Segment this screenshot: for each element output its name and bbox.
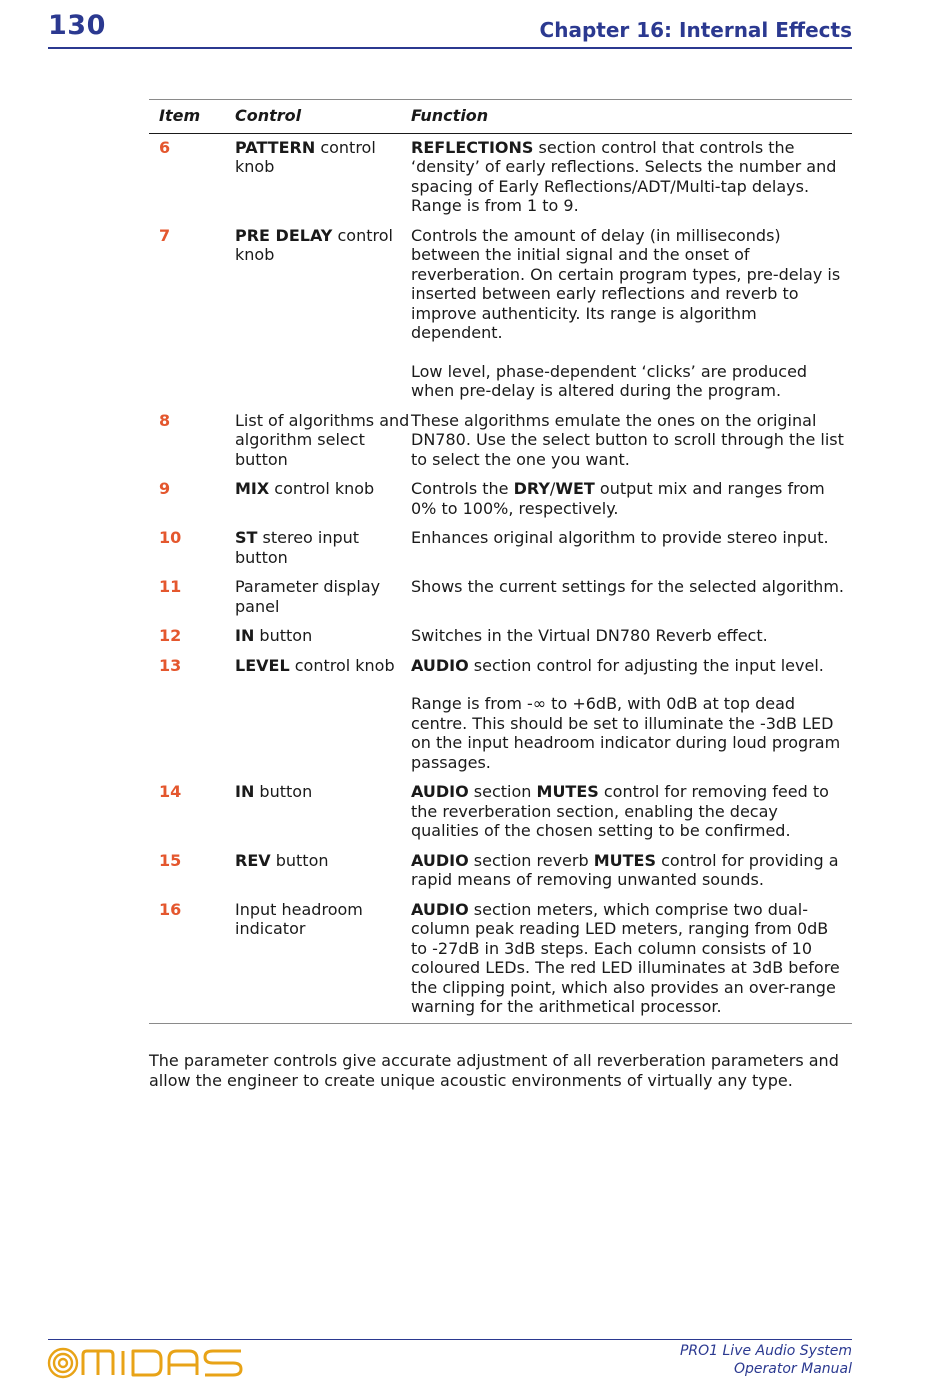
function-text: Switches in the Virtual DN780 Reverb effect.: [411, 626, 768, 645]
table-header-row: [149, 100, 852, 134]
function-text: section control that controls the ‘density’ of early reflections. Selects the number and spacing of Early Reflections/ADT/Multi-tap delays. Range is from 1 to 9.: [411, 137, 837, 215]
control-name: [235, 133, 411, 221]
control-name: [235, 846, 411, 895]
control-name-text: control knob: [235, 225, 393, 264]
function-text: Enhances original algorithm to provide stereo input.: [411, 528, 829, 547]
table-row: [149, 777, 852, 846]
column-header-item: Item: [149, 100, 235, 134]
function-description: [411, 651, 852, 778]
column-header-function: Function: [411, 100, 852, 134]
function-text: section control for adjusting the input level.: [468, 655, 824, 675]
function-paragraph: [411, 577, 848, 597]
control-name-bold: PRE DELAY: [235, 225, 333, 245]
function-text: section: [468, 782, 537, 801]
function-text: /: [549, 479, 556, 498]
control-name: [235, 474, 411, 523]
control-name: [235, 777, 411, 846]
function-keyword: REFLECTIONS: [411, 137, 534, 157]
table-row: [149, 133, 852, 221]
summary-paragraph: The parameter controls give accurate adjustment of all reverberation parameters and allow the engineer to create unique acoustic environments of virtually any type.: [149, 1051, 839, 1090]
control-name-text: stereo input button: [235, 528, 360, 567]
function-text: control for providing a rapid means of removing unwanted sounds.: [411, 850, 839, 889]
footer-divider: [48, 1339, 852, 1340]
column-header-control: Control: [235, 100, 411, 134]
chapter-title: Chapter 16: Internal Effects: [539, 18, 852, 42]
table-row: [149, 572, 852, 621]
control-name-text: control knob: [235, 137, 376, 176]
control-name-bold: IN: [235, 626, 255, 645]
function-keyword: AUDIO: [411, 782, 469, 801]
controls-table: [149, 99, 852, 1024]
item-number: 11: [159, 577, 182, 596]
control-name-bold: MIX: [235, 479, 270, 498]
function-paragraph: [411, 226, 848, 343]
control-name-bold: PATTERN: [235, 137, 316, 157]
item-number: 13: [159, 655, 182, 675]
table-row: [149, 895, 852, 1024]
item-number: 6: [159, 137, 171, 157]
function-text: section meters, which comprise two dual-column peak reading LED meters, ranging from 0dB to -27dB in 3dB steps. Each column consists of 10 coloured LEDs. The red LED illuminates at 3dB before the clipping point, which also provides an over-range warning for the arithmetical processor.: [411, 899, 840, 1016]
function-text: These algorithms emulate the ones on the original DN780. Use the select button to scroll through the list to select the one you want.: [411, 410, 844, 469]
control-name-text: List of algorithms and algorithm select button: [235, 410, 410, 469]
function-text: output mix and ranges from 0% to 100%, respectively.: [411, 479, 825, 518]
item-number: 12: [159, 626, 182, 645]
control-name-text: Parameter display panel: [235, 577, 381, 616]
function-description: [411, 895, 852, 1024]
control-name-bold: ST: [235, 528, 258, 547]
function-description: [411, 406, 852, 475]
item-number: 8: [159, 410, 171, 430]
table-row: [149, 846, 852, 895]
control-name: [235, 651, 411, 778]
function-paragraph: [411, 900, 848, 1017]
control-name-text: Input headroom indicator: [235, 899, 363, 938]
control-name-bold: LEVEL: [235, 655, 290, 675]
function-paragraph: [411, 656, 848, 676]
control-name: [235, 406, 411, 475]
function-keyword: MUTES: [593, 850, 656, 870]
function-paragraph: [411, 782, 848, 841]
page-number: 130: [48, 10, 106, 41]
footer-product-name: PRO1 Live Audio System: [679, 1343, 852, 1359]
item-number: 10: [159, 528, 182, 547]
function-text: control for removing feed to the reverberation section, enabling the decay qualities of the chosen setting to be confirmed.: [411, 782, 829, 840]
table-row: [149, 621, 852, 651]
function-keyword: MUTES: [536, 782, 599, 801]
function-description: [411, 572, 852, 621]
function-description: [411, 133, 852, 221]
control-name-text: button: [254, 782, 313, 801]
control-name: [235, 621, 411, 651]
control-name: [235, 572, 411, 621]
function-description: [411, 523, 852, 572]
function-description: [411, 621, 852, 651]
item-number: 16: [149, 895, 235, 1024]
item-number: 9: [159, 479, 171, 498]
control-name: [235, 221, 411, 406]
function-description: [411, 221, 852, 406]
controls-table-container: [149, 99, 852, 1024]
function-paragraph: [411, 528, 848, 548]
table-row: [149, 406, 852, 475]
midas-logo-icon: [47, 1346, 247, 1380]
function-text: Shows the current settings for the selected algorithm.: [411, 577, 844, 596]
function-description: [411, 777, 852, 846]
item-number: 14: [159, 782, 182, 801]
footer-document-name: Operator Manual: [734, 1361, 852, 1377]
function-text: Controls the amount of delay (in milliseconds) between the initial signal and the onset of reverberation. On certain program types, pre-delay is inserted between early reflections and reverb to improve authenticity. Its range is algorithm dependent.: [411, 225, 841, 342]
control-name-text: button: [254, 626, 313, 645]
function-paragraph: [411, 138, 848, 216]
function-keyword: AUDIO: [411, 850, 469, 870]
item-number: 15: [159, 850, 182, 870]
control-name-text: button: [270, 850, 329, 870]
function-keyword: AUDIO: [411, 899, 469, 919]
control-name-text: control knob: [289, 655, 395, 675]
function-text: Controls the: [411, 479, 514, 498]
function-paragraph: [411, 851, 848, 890]
footer-text: [680, 1342, 852, 1378]
function-keyword: WET: [555, 479, 595, 498]
function-keyword: DRY: [513, 479, 550, 498]
header-divider: [48, 47, 852, 49]
table-row: [149, 523, 852, 572]
table-row: [149, 474, 852, 523]
function-keyword: AUDIO: [411, 655, 469, 675]
function-text: Range is from -∞ to +6dB, with 0dB at top dead centre. This should be set to illuminate the -3dB LED on the input headroom indicator during loud program passages.: [411, 694, 841, 772]
control-name-bold: REV: [235, 850, 271, 870]
item-number: 7: [159, 225, 171, 245]
table-row: [149, 651, 852, 778]
function-description: [411, 846, 852, 895]
control-name-bold: IN: [235, 782, 255, 801]
control-name: [235, 895, 411, 1024]
function-paragraph: [411, 694, 848, 772]
function-text: Low level, phase-dependent ‘clicks’ are produced when pre-delay is altered during the program.: [411, 361, 808, 400]
table-row: [149, 221, 852, 406]
control-name: [235, 523, 411, 572]
control-name-text: control knob: [269, 479, 375, 498]
function-description: [411, 474, 852, 523]
function-paragraph: [411, 411, 848, 470]
function-paragraph: [411, 479, 848, 518]
function-paragraph: [411, 626, 848, 646]
function-paragraph: [411, 362, 848, 401]
function-text: section reverb: [468, 850, 594, 870]
table-body: [149, 133, 852, 1023]
